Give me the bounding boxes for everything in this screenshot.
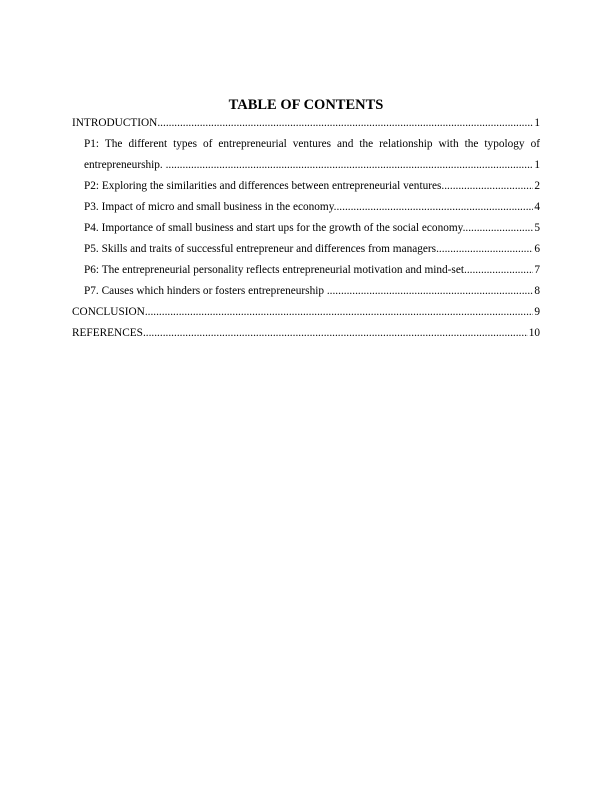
toc-page-number: 10 [528,323,540,344]
toc-entry-label: P7. Causes which hinders or fosters entrepreneurship [84,285,327,297]
toc-entry-p3[interactable] [72,197,540,218]
toc-page-number: 4 [533,197,540,218]
toc-entry-p7[interactable] [72,281,540,302]
dot-leader [464,264,540,276]
toc-title: TABLE OF CONTENTS [228,97,384,113]
toc-page-number: 9 [533,302,540,323]
toc-entry-introduction[interactable] [72,113,540,134]
toc-entry-label: P3. Impact of micro and small business in the economy [84,201,334,213]
dot-leader [441,180,540,192]
dot-leader [166,159,540,171]
toc-page-number: 1 [533,155,540,176]
toc-entry-p5[interactable] [72,239,540,260]
toc-entry-label-line2: entrepreneurship. [84,159,166,171]
dot-leader [157,117,540,129]
dot-leader [143,327,540,339]
dot-leader [327,285,540,297]
toc-entry-references[interactable] [72,323,540,344]
table-of-contents [72,113,540,344]
dot-leader [145,306,540,318]
dot-leader [334,201,540,213]
toc-entry-label: REFERENCES [72,327,143,339]
toc-page-number: 2 [533,176,540,197]
dot-leader [463,222,540,234]
toc-page-number: 6 [533,239,540,260]
toc-entry-label: P2: Exploring the similarities and differences between entrepreneurial ventures [84,180,442,192]
toc-entry-conclusion[interactable] [72,302,540,323]
toc-entry-label: CONCLUSION [72,306,145,318]
toc-entry-p4[interactable] [72,218,540,239]
toc-entry-p6[interactable] [72,260,540,281]
toc-entry-line2 [84,155,540,176]
toc-entry-p2[interactable] [72,176,540,197]
toc-entry-label: P6: The entrepreneurial personality reflects entrepreneurial motivation and mind-set [84,264,464,276]
toc-entry-label: INTRODUCTION [72,117,158,129]
toc-page-number: 1 [533,113,540,134]
toc-page-number: 8 [533,281,540,302]
toc-page-number: 5 [533,218,540,239]
toc-entry-p1[interactable] [72,134,540,176]
toc-entry-label: P4. Importance of small business and start ups for the growth of the social economy [84,222,463,234]
toc-entry-label-line1: P1: The different types of entrepreneurial ventures and the relationship with the typology of [84,138,540,150]
toc-entry-label: P5. Skills and traits of successful entrepreneur and differences from managers [84,243,437,255]
toc-page-number: 7 [533,260,540,281]
dot-leader [436,243,540,255]
